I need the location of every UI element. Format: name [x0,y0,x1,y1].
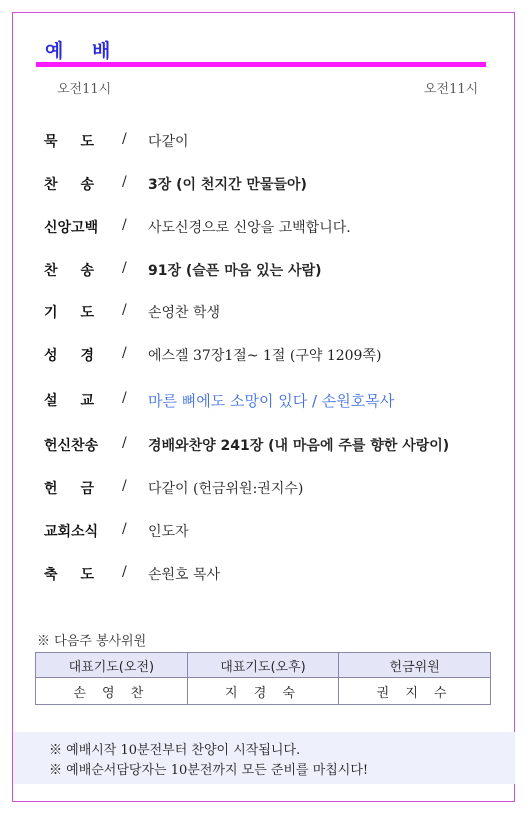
separator: / [122,260,127,276]
order-item-label: 성 경 [44,348,94,364]
order-item-label: 묵 도 [44,134,94,150]
order-item-value: 경배와찬양 241장 (내 마음에 주를 향한 사랑이) [148,438,450,454]
separator: / [122,131,127,147]
order-item-label: 찬 송 [44,263,94,279]
table-cell: 권 지 수 [339,678,491,705]
title-rule [36,62,486,67]
separator: / [122,521,127,537]
table-header-row [36,653,491,678]
order-item-label: 헌 금 [44,481,94,497]
separator: / [122,478,127,494]
order-item-label: 신앙고백 [44,220,99,236]
order-item-label: 헌신찬송 [44,438,99,454]
order-item-value: 손영찬 학생 [148,305,221,321]
separator: / [122,217,127,233]
table-header: 대표기도(오후) [187,653,339,678]
service-time-left: 오전11시 [57,82,112,97]
notice-box [13,732,515,784]
separator: / [122,345,127,361]
table-cell: 손 영 찬 [36,678,188,705]
separator: / [122,390,127,406]
order-item-value: 손원호 목사 [148,567,221,583]
separator: / [122,564,127,580]
page-title: 예 배 [45,40,122,62]
servers-table [35,652,491,705]
table-header: 대표기도(오전) [36,653,188,678]
order-item-label: 교회소식 [44,524,99,540]
order-item-value: 에스겔 37장1절~ 1절 (구약 1209쪽) [148,348,382,364]
order-item-label: 축 도 [44,567,94,583]
order-item-value: 사도신경으로 신앙을 고백합니다. [148,220,351,236]
order-item-value: 다같이 [148,134,189,150]
order-item-value: 3장 (이 천지간 만물들아) [148,177,307,193]
table-cell: 지 경 숙 [187,678,339,705]
separator: / [122,302,127,318]
service-time-right: 오전11시 [424,82,479,97]
table-header: 헌금위원 [339,653,491,678]
order-item-value: 인도자 [148,524,189,540]
table-row [36,678,491,705]
sermon-title: 마른 뼈에도 소망이 있다 / 손원호목사 [148,392,395,410]
order-item-value: 다같이 (헌금위원:권지수) [148,481,304,497]
order-item-label: 기 도 [44,305,94,321]
notice-line: ※ 예배순서담당자는 10분전까지 모든 준비를 마칩시다! [49,763,369,778]
order-item-label: 설 교 [44,393,94,409]
order-item-label: 찬 송 [44,177,94,193]
next-week-servers-title: ※ 다음주 봉사위원 [37,634,147,649]
notice-line: ※ 예배시작 10분전부터 찬양이 시작됩니다. [49,743,301,758]
separator: / [122,174,127,190]
separator: / [122,435,127,451]
order-item-value: 91장 (슬픈 마음 있는 사람) [148,263,322,279]
